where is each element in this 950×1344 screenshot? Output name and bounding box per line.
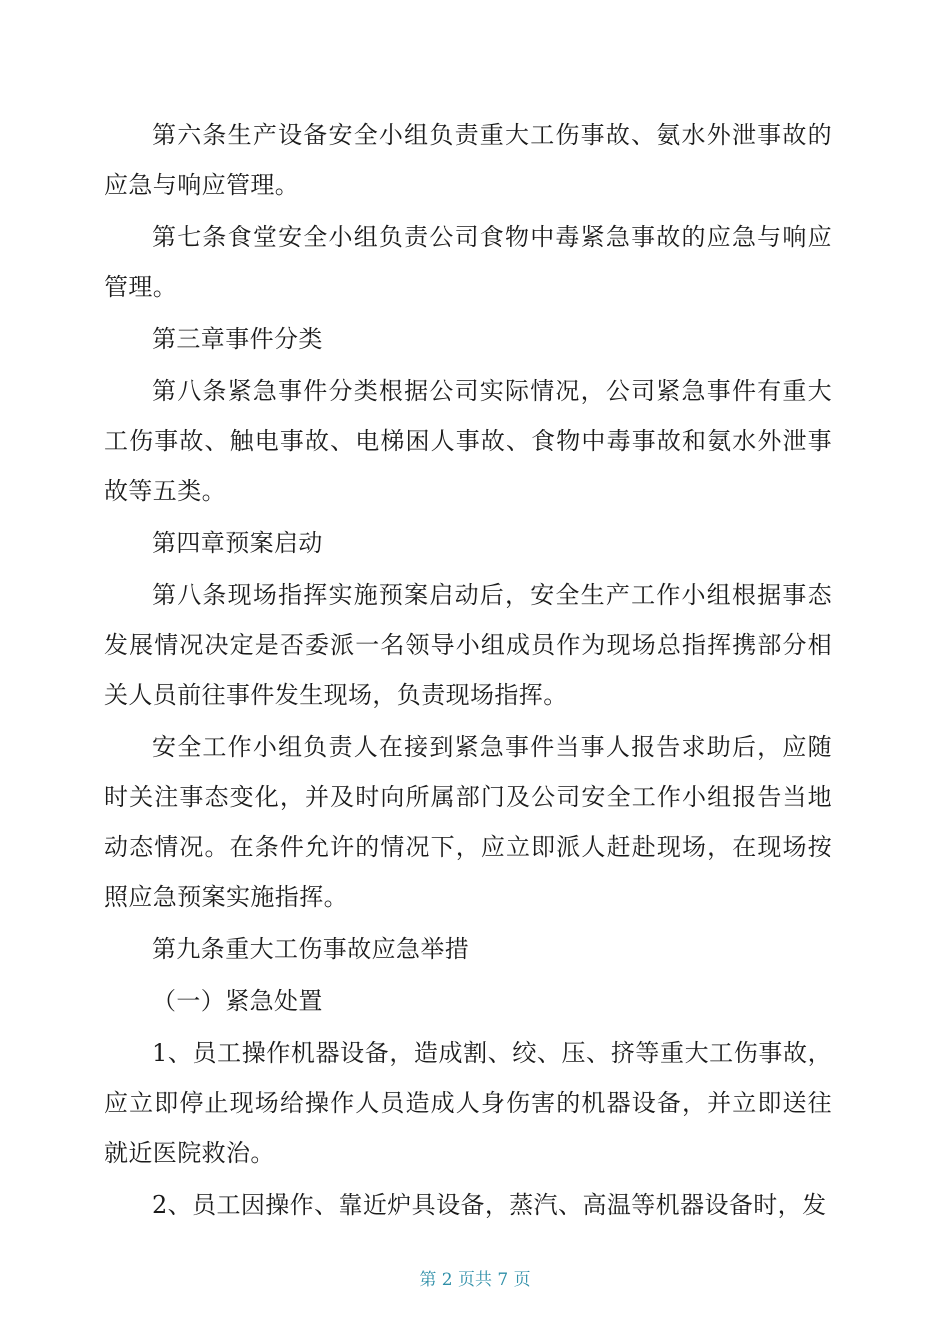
paragraph-article-7: 第七条食堂安全小组负责公司食物中毒紧急事故的应急与响应管理。 — [104, 223, 832, 301]
list-item-2: 2、员工因操作、靠近炉具设备，蒸汽、高温等机器设备时，发 — [152, 1191, 827, 1219]
paragraph-article-8-classification: 第八条紧急事件分类根据公司实际情况，公司紧急事件有重大工伤事故、触电事故、电梯困人事故、食物中毒事故和氨水外泄事故等五类。 — [104, 377, 832, 505]
chapter-heading-3: 第三章事件分类 — [152, 325, 323, 353]
document-body — [104, 110, 832, 1232]
paragraph-article-6: 第六条生产设备安全小组负责重大工伤事故、氨水外泄事故的应急与响应管理。 — [104, 121, 832, 199]
paragraph-article-9-heading: 第九条重大工伤事故应急举措 — [152, 935, 470, 963]
chapter-heading-4: 第四章预案启动 — [152, 529, 323, 557]
paragraph-safety-leader: 安全工作小组负责人在接到紧急事件当事人报告求助后，应随时关注事态变化，并及时向所属部门及公司安全工作小组报告当地动态情况。在条件允许的情况下，应立即派人赶赴现场，在现场按照应急预案实施指挥。 — [104, 733, 832, 911]
page-number-footer: 第 2 页共 7 页 — [419, 1270, 531, 1290]
paragraph-article-8-command: 第八条现场指挥实施预案启动后，安全生产工作小组根据事态发展情况决定是否委派一名领导小组成员作为现场总指挥携部分相关人员前往事件发生现场，负责现场指挥。 — [104, 581, 832, 709]
list-item-1: 1、员工操作机器设备，造成割、绞、压、挤等重大工伤事故，应立即停止现场给操作人员造成人身伤害的机器设备，并立即送往就近医院救治。 — [104, 1039, 832, 1167]
section-heading-emergency-response: （一）紧急处置 — [152, 987, 323, 1015]
